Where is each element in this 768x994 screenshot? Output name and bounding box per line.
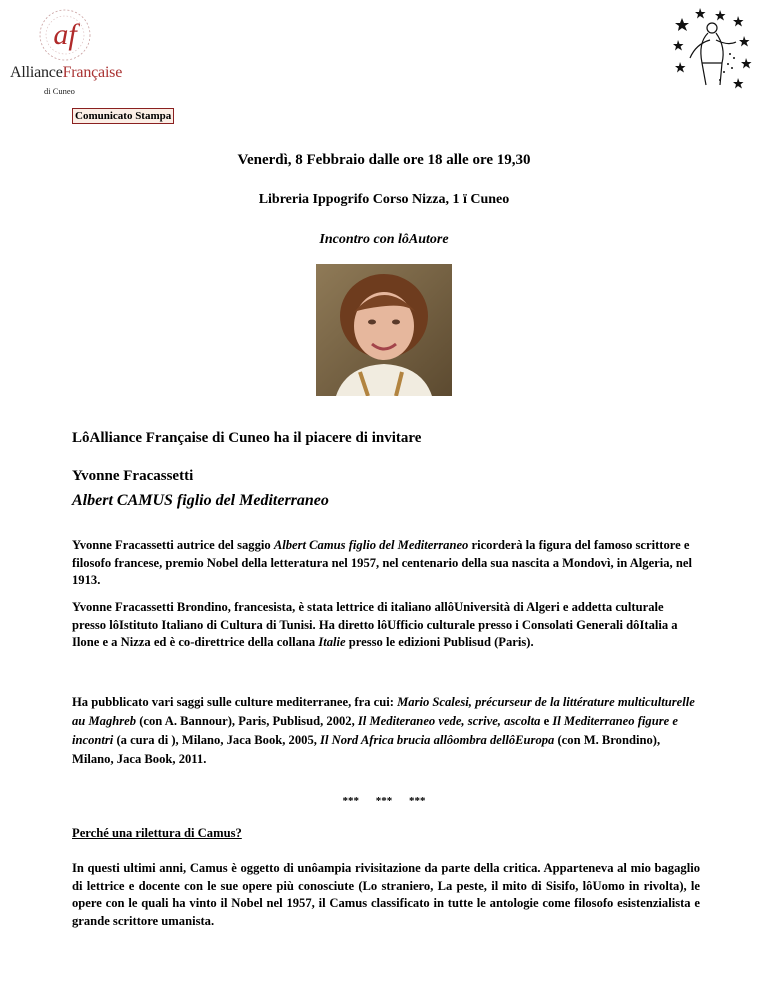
event-meet: Incontro con lôAutore <box>319 232 449 247</box>
press-release-label: Comunicato Stampa <box>72 108 174 124</box>
author-name: Yvonne Fracassetti <box>72 468 194 484</box>
invitation-heading: LôAlliance Française di Cuneo ha il piacere di invitare <box>72 430 422 446</box>
book-title: Albert CAMUS figlio del Mediterraneo <box>72 492 329 509</box>
author-portrait-photo <box>316 264 452 396</box>
paragraph-biography: Yvonne Fracassetti Brondino, francesista, è stata lettrice di italiano allôUniversità di Algeri e addetta culturale presso lôIstituto Italiano di Cultura di Tunisi. Ha diretto lôUfficio culturale presso i Consolati Generali dôItalia a Ilone e a Nizza ed è co-direttrice della collana Italie presso le edizioni Publisud (Paris). <box>72 600 678 649</box>
af-mark: af <box>53 18 77 51</box>
section-separator: *** *** *** <box>342 795 426 807</box>
event-place: Libreria Ippogrifo Corso Nizza, 1 ï Cuneo <box>258 192 510 207</box>
brand-name: AllianceFrançaise <box>10 64 123 81</box>
section-subheading: Perché una rilettura di Camus? <box>72 826 242 840</box>
alliance-francaise-logo <box>10 8 130 94</box>
brand-subtitle: di Cuneo <box>44 86 75 96</box>
paragraph-rereading: In questi ultimi anni, Camus è oggetto di unôampia rivisitazione da parte della critica. Apparteneva al mio bagaglio di lettrice e docente con le sue opere più conosciute (Lo straniero, La peste, il mito di Sisifo, lôUomo in rivolta), le opere con le quali ha vinto il Nobel nel 1957, il Camus classificato in tutte le antologie come filosofo esistenzialista e grande scrittore umanista. <box>72 861 700 928</box>
paragraph-intro: Yvonne Fracassetti autrice del saggio Albert Camus figlio del Mediterraneo ricorderà la figura del famoso scrittore e filosofo francese, premio Nobel della letteratura nel 1957, nel centenario della sua nascita a Mondovì, in Algeria, nel 1913. <box>72 538 692 587</box>
event-date: Venerdì, 8 Febbraio dalle ore 18 alle ore 19,30 <box>237 152 531 168</box>
paragraph-publications: Ha pubblicato vari saggi sulle culture mediterranee, fra cui: Mario Scalesi, précurseur de la littérature multiculturelle au Maghreb (con A. Bannour), Paris, Publisud, 2002, Il Mediteraneo vede, scrive, ascolta e Il Mediterraneo figure e incontri (a cura di ), Milano, Jaca Book, 2005, Il Nord Africa brucia allôombra dellôEuropa (con M. Brondino), Milano, Jaca Book, 2011. <box>72 695 695 766</box>
sower-emblem-icon <box>672 6 758 98</box>
af-logo-icon <box>36 8 94 62</box>
